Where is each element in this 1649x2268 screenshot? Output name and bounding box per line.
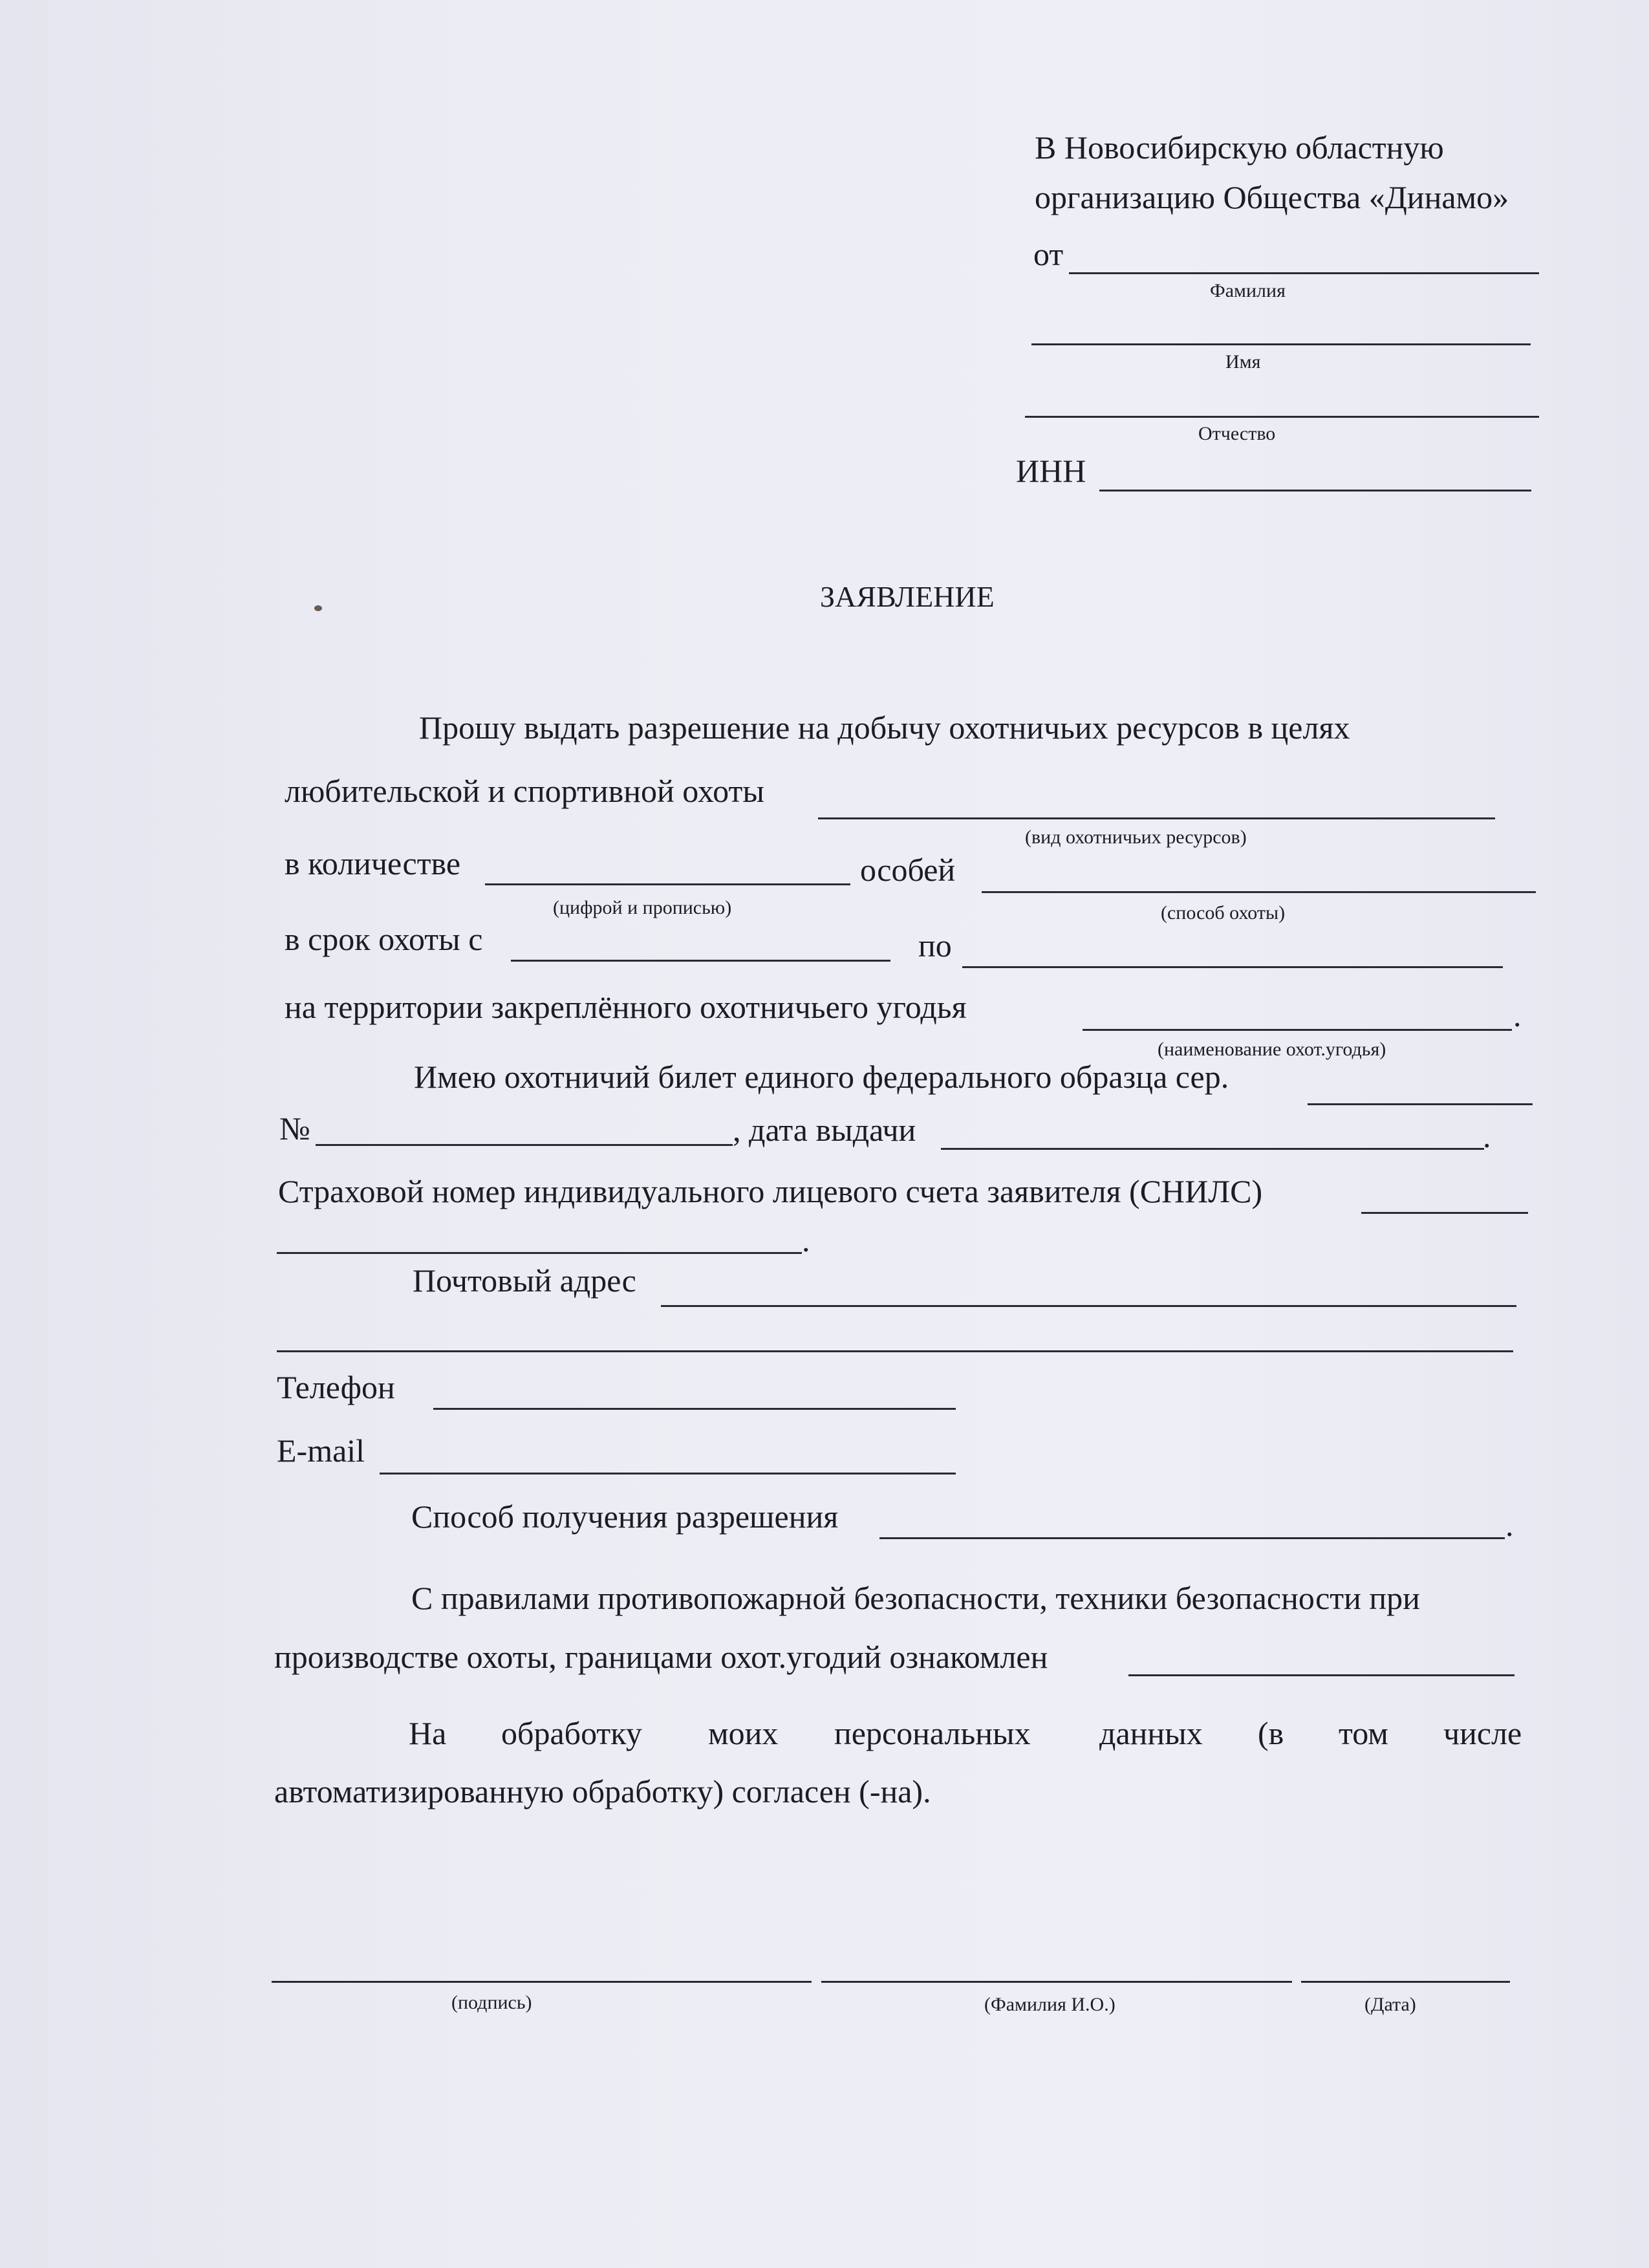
signature-caption: (подпись) [451,1992,532,2013]
email-label: E-mail [277,1432,365,1469]
inn-label: ИНН [1016,453,1086,489]
consent-word-4: персональных [834,1715,1031,1751]
consent-word-1: На [409,1715,447,1751]
rules-signature-line [1128,1674,1514,1676]
address-line-1 [661,1305,1516,1307]
species-line [818,817,1495,819]
ink-speck [314,605,322,611]
receipt-end: . [1505,1507,1514,1543]
consent-word-6: (в [1258,1715,1284,1751]
consent-word-3: моих [708,1715,779,1751]
addressee-line-1: В Новосибирскую областную [1035,129,1444,166]
date-caption: (Дата) [1364,1994,1416,2015]
issue-date-end: . [1483,1118,1491,1154]
method-line [982,891,1536,893]
issue-date-label: , дата выдачи [733,1112,916,1148]
number-label: № [279,1110,310,1147]
name-line [1031,343,1531,345]
consent-word-8: числе [1443,1715,1522,1751]
request-line-2: любительской и спортивной охоты [285,773,764,809]
surname-line [1069,272,1539,274]
receipt-line [879,1537,1505,1539]
addressee-line-2: организацию Общества «Динамо» [1035,179,1509,215]
receipt-label: Способ получения разрешения [411,1498,839,1535]
quantity-caption: (цифрой и прописью) [553,897,732,918]
surname-caption: Фамилия [1210,280,1286,301]
issue-date-line [941,1148,1484,1150]
consent-line-2: автоматизированную обработку) согласен (-на). [274,1773,931,1809]
quantity-line [485,883,850,885]
period-to-line [962,966,1503,968]
rules-line-2: производстве охоты, границами охот.угодий ознакомлен [274,1639,1048,1675]
consent-word-2: обработку [501,1715,642,1751]
rules-line-1: С правилами противопожарной безопасности, техники безопасности при [411,1580,1420,1616]
address-label: Почтовый адрес [413,1262,636,1299]
individuals-label: особей [860,852,956,888]
request-line-1: Прошу выдать разрешение на добычу охотничьих ресурсов в целях [419,709,1350,746]
period-to-label: по [918,927,952,964]
method-caption: (способ охоты) [1161,902,1286,923]
fio-caption: (Фамилия И.О.) [984,1994,1116,2015]
phone-label: Телефон [277,1369,395,1405]
snils-end: . [802,1222,810,1258]
patronymic-line [1025,416,1539,418]
inn-line [1099,490,1531,491]
from-label: от [1033,236,1064,272]
consent-word-5: данных [1099,1715,1203,1751]
ticket-number-line [316,1144,733,1146]
territory-label: на территории закреплённого охотничьего угодья [285,989,967,1025]
date-line [1301,1981,1510,1983]
ticket-line: Имею охотничий билет единого федерального образца сер. [414,1059,1229,1095]
name-caption: Имя [1225,351,1261,373]
snils-line-part-1 [1361,1212,1528,1214]
species-caption: (вид охотничьих ресурсов) [1025,826,1247,848]
territory-end: . [1513,997,1522,1033]
snils-line-part-2 [277,1252,802,1254]
territory-caption: (наименование охот.угодья) [1158,1039,1386,1060]
phone-line [433,1408,956,1410]
quantity-label: в количестве [285,845,461,881]
address-line-2 [277,1350,1513,1352]
fio-line [821,1981,1292,1983]
page-title: ЗАЯВЛЕНИЕ [820,580,995,613]
email-line [380,1473,956,1474]
ticket-series-line [1308,1103,1533,1105]
territory-line [1083,1029,1512,1031]
signature-line [272,1981,812,1983]
patronymic-caption: Отчество [1198,423,1276,444]
consent-word-7: том [1339,1715,1388,1751]
period-from-label: в срок охоты с [285,921,483,957]
snils-line: Страховой номер индивидуального лицевого счета заявителя (СНИЛС) [278,1173,1263,1209]
period-from-line [511,960,890,962]
